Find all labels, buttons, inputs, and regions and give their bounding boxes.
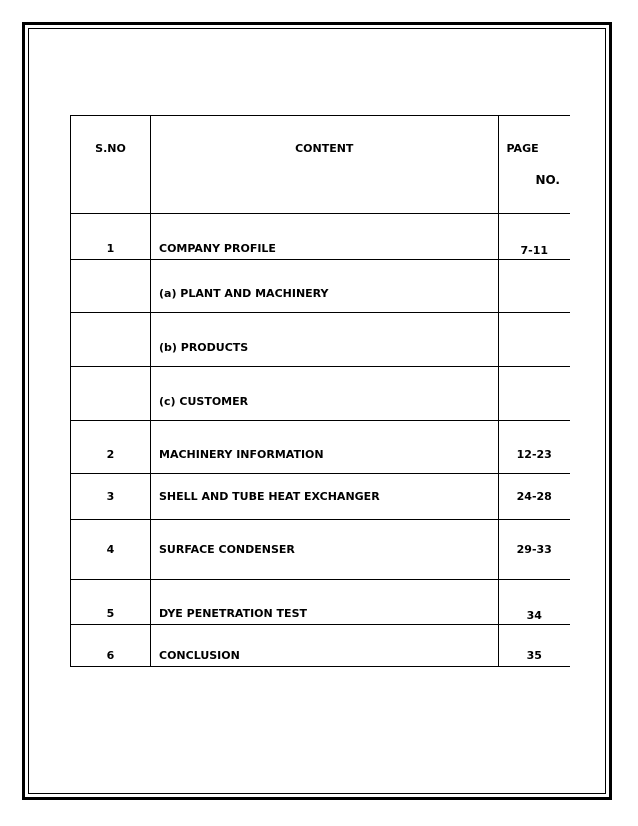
- row-content: DYE PENETRATION TEST: [151, 580, 499, 625]
- header-page-line1: PAGE: [506, 142, 539, 155]
- table-header-row: [71, 116, 571, 214]
- row-content: SHELL AND TUBE HEAT EXCHANGER: [151, 474, 499, 520]
- row-page: [498, 260, 570, 313]
- row-page: 29-33: [498, 520, 570, 580]
- row-page: 24-28: [498, 474, 570, 520]
- table-row: [71, 421, 571, 474]
- row-sno: 3: [71, 474, 151, 520]
- header-page: [498, 116, 570, 214]
- table-of-contents: [70, 115, 570, 667]
- row-page: 12-23: [498, 421, 570, 474]
- header-sno: S.NO: [71, 116, 151, 214]
- row-content: (b) PRODUCTS: [151, 313, 499, 367]
- row-sno: [71, 367, 151, 421]
- table-row: [71, 580, 571, 625]
- row-page: [498, 367, 570, 421]
- row-page: [498, 313, 570, 367]
- table-row: [71, 313, 571, 367]
- row-page: 35: [498, 625, 570, 667]
- row-content: MACHINERY INFORMATION: [151, 421, 499, 474]
- row-sno: [71, 260, 151, 313]
- row-page: 34: [498, 580, 570, 625]
- table-row: [71, 214, 571, 260]
- row-sno: [71, 313, 151, 367]
- table-row: [71, 625, 571, 667]
- row-content: COMPANY PROFILE: [151, 214, 499, 260]
- row-sno: 6: [71, 625, 151, 667]
- row-sno: 5: [71, 580, 151, 625]
- row-page: 7-11: [498, 214, 570, 260]
- table-row: [71, 260, 571, 313]
- row-sno: 4: [71, 520, 151, 580]
- row-content: (a) PLANT AND MACHINERY: [151, 260, 499, 313]
- header-page-line2: NO.: [535, 173, 560, 187]
- table-row: [71, 367, 571, 421]
- row-content: CONCLUSION: [151, 625, 499, 667]
- row-content: SURFACE CONDENSER: [151, 520, 499, 580]
- table-row: [71, 520, 571, 580]
- row-content: (c) CUSTOMER: [151, 367, 499, 421]
- row-sno: 1: [71, 214, 151, 260]
- header-content: CONTENT: [151, 116, 499, 214]
- row-sno: 2: [71, 421, 151, 474]
- table-row: [71, 474, 571, 520]
